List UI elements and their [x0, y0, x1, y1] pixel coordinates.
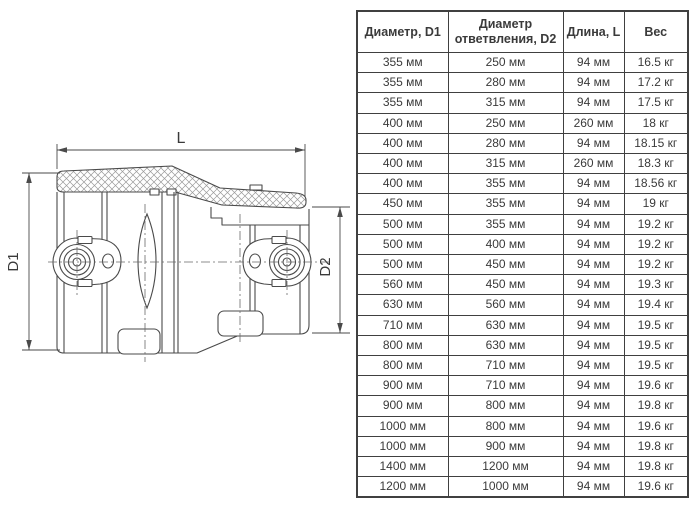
d2-label: D2 — [317, 257, 334, 277]
table-cell: 19.3 кг — [624, 275, 688, 295]
table-cell: 400 мм — [357, 154, 448, 174]
table-cell: 18.56 кг — [624, 174, 688, 194]
table-cell: 280 мм — [448, 133, 563, 153]
left-terminal — [53, 237, 121, 287]
table-cell: 94 мм — [563, 194, 624, 214]
table-cell: 94 мм — [563, 356, 624, 376]
spec-table — [356, 10, 689, 498]
table-cell: 17.2 кг — [624, 73, 688, 93]
bottom-tabs — [118, 311, 263, 354]
terminal-hole — [103, 254, 114, 268]
table-cell: 900 мм — [448, 436, 563, 456]
table-cell: 280 мм — [448, 73, 563, 93]
table-cell: 630 мм — [448, 335, 563, 355]
table-cell: 94 мм — [563, 214, 624, 234]
table-cell: 1000 мм — [357, 416, 448, 436]
column-header: Длина, L — [563, 11, 624, 53]
table-row — [357, 255, 688, 275]
table-cell: 400 мм — [448, 234, 563, 254]
table-cell: 94 мм — [563, 315, 624, 335]
table-row — [357, 315, 688, 335]
table-cell: 800 мм — [448, 416, 563, 436]
spec-table-area — [356, 10, 689, 498]
table-row — [357, 396, 688, 416]
dimension-d1 — [5, 173, 60, 350]
terminal-clip — [272, 280, 286, 287]
table-cell: 260 мм — [563, 113, 624, 133]
table-cell: 1200 мм — [357, 477, 448, 498]
table-row — [357, 194, 688, 214]
table-cell: 355 мм — [448, 174, 563, 194]
left-bottom-tab — [118, 329, 160, 354]
table-cell: 94 мм — [563, 255, 624, 275]
table-cell: 19.8 кг — [624, 436, 688, 456]
table-row — [357, 356, 688, 376]
table-row — [357, 73, 688, 93]
table-cell: 710 мм — [357, 315, 448, 335]
table-cell: 94 мм — [563, 457, 624, 477]
table-cell: 19.5 кг — [624, 356, 688, 376]
table-cell: 630 мм — [357, 295, 448, 315]
table-cell: 450 мм — [357, 194, 448, 214]
table-cell: 900 мм — [357, 396, 448, 416]
table-row — [357, 93, 688, 113]
table-cell: 19.5 кг — [624, 315, 688, 335]
table-cell: 17.5 кг — [624, 93, 688, 113]
table-cell: 94 мм — [563, 174, 624, 194]
table-cell: 450 мм — [448, 255, 563, 275]
table-cell: 94 мм — [563, 396, 624, 416]
band-tab — [250, 185, 262, 190]
table-cell: 355 мм — [357, 73, 448, 93]
table-cell: 94 мм — [563, 436, 624, 456]
table-cell: 900 мм — [357, 376, 448, 396]
table-row — [357, 295, 688, 315]
table-cell: 19.5 кг — [624, 335, 688, 355]
table-cell: 1200 мм — [448, 457, 563, 477]
table-row — [357, 174, 688, 194]
table-cell: 19.6 кг — [624, 376, 688, 396]
table-row — [357, 335, 688, 355]
table-cell: 18 кг — [624, 113, 688, 133]
table-row — [357, 275, 688, 295]
column-header: Диаметр, D1 — [357, 11, 448, 53]
table-cell: 1000 мм — [357, 436, 448, 456]
table-row — [357, 154, 688, 174]
table-cell: 18.3 кг — [624, 154, 688, 174]
table-row — [357, 234, 688, 254]
right-terminal — [243, 237, 311, 287]
table-cell: 94 мм — [563, 335, 624, 355]
table-cell: 315 мм — [448, 93, 563, 113]
table-cell: 19.2 кг — [624, 214, 688, 234]
table-cell: 355 мм — [357, 53, 448, 73]
table-cell: 800 мм — [357, 356, 448, 376]
table-cell: 800 мм — [448, 396, 563, 416]
table-cell: 500 мм — [357, 255, 448, 275]
table-row — [357, 113, 688, 133]
table-row — [357, 376, 688, 396]
table-cell: 94 мм — [563, 133, 624, 153]
table-row — [357, 457, 688, 477]
table-cell: 630 мм — [448, 315, 563, 335]
table-cell: 94 мм — [563, 275, 624, 295]
terminal-clip — [78, 237, 92, 244]
spec-table-body — [357, 53, 688, 498]
table-cell: 19 кг — [624, 194, 688, 214]
table-row — [357, 53, 688, 73]
table-cell: 94 мм — [563, 73, 624, 93]
table-cell: 250 мм — [448, 113, 563, 133]
table-cell: 400 мм — [357, 113, 448, 133]
table-cell: 1400 мм — [357, 457, 448, 477]
table-cell: 94 мм — [563, 234, 624, 254]
table-cell: 400 мм — [357, 174, 448, 194]
table-cell: 500 мм — [357, 234, 448, 254]
table-cell: 19.4 кг — [624, 295, 688, 315]
table-cell: 250 мм — [448, 53, 563, 73]
table-cell: 1000 мм — [448, 477, 563, 498]
table-cell: 94 мм — [563, 376, 624, 396]
table-cell: 355 мм — [357, 93, 448, 113]
terminal-clip — [78, 280, 92, 287]
table-cell: 710 мм — [448, 356, 563, 376]
table-row — [357, 477, 688, 498]
table-row — [357, 214, 688, 234]
table-cell: 94 мм — [563, 477, 624, 498]
table-cell: 94 мм — [563, 416, 624, 436]
table-cell: 19.6 кг — [624, 416, 688, 436]
length-label: L — [176, 130, 186, 147]
table-cell: 400 мм — [357, 133, 448, 153]
table-row — [357, 436, 688, 456]
table-cell: 500 мм — [357, 214, 448, 234]
table-row — [357, 416, 688, 436]
table-cell: 355 мм — [448, 214, 563, 234]
table-cell: 94 мм — [563, 93, 624, 113]
terminal-hole — [250, 254, 261, 268]
table-cell: 450 мм — [448, 275, 563, 295]
column-header: Диаметр ответвления, D2 — [448, 11, 563, 53]
table-cell: 19.2 кг — [624, 234, 688, 254]
table-cell: 315 мм — [448, 154, 563, 174]
table-cell: 19.8 кг — [624, 457, 688, 477]
column-header: Вес — [624, 11, 688, 53]
dimension-d2 — [312, 207, 350, 333]
table-cell: 800 мм — [357, 335, 448, 355]
center-window — [138, 214, 156, 308]
table-cell: 560 мм — [357, 275, 448, 295]
spec-table-header — [357, 11, 688, 53]
table-cell: 260 мм — [563, 154, 624, 174]
table-cell: 19.2 кг — [624, 255, 688, 275]
table-cell: 710 мм — [448, 376, 563, 396]
table-cell: 19.6 кг — [624, 477, 688, 498]
table-row — [357, 133, 688, 153]
right-bottom-tab — [218, 311, 263, 336]
table-cell: 94 мм — [563, 295, 624, 315]
d1-label: D1 — [5, 252, 22, 272]
hatched-band — [57, 166, 306, 208]
table-cell: 19.8 кг — [624, 396, 688, 416]
table-cell: 18.15 кг — [624, 133, 688, 153]
table-cell: 355 мм — [448, 194, 563, 214]
table-cell: 94 мм — [563, 53, 624, 73]
header-row — [357, 11, 688, 53]
terminal-clip — [272, 237, 286, 244]
table-cell: 16.5 кг — [624, 53, 688, 73]
table-cell: 560 мм — [448, 295, 563, 315]
